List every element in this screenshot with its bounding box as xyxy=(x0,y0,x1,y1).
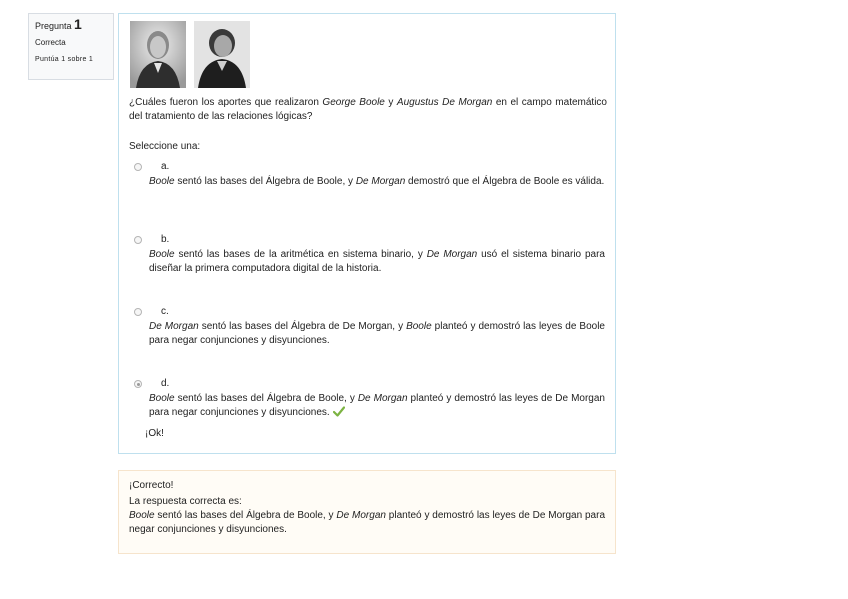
radio-button[interactable] xyxy=(134,163,142,171)
option-text-part: usó el sistema binario para diseñar la primera computadora digital de la historia. xyxy=(149,249,605,274)
right-answer-text xyxy=(129,509,605,537)
portrait-augustus-de-morgan-image xyxy=(194,21,250,88)
option-text-part: planteó y demostró las leyes de De Morgan para negar conjunciones y disyunciones. xyxy=(149,393,605,418)
option-text xyxy=(149,392,605,420)
option-text-part: sentó las bases del Álgebra de Boole, y xyxy=(174,393,358,404)
question-info-box xyxy=(28,13,114,80)
option-letter: b. xyxy=(161,234,170,245)
option-letter: a. xyxy=(161,161,170,172)
option-name: De Morgan xyxy=(355,176,406,187)
radio-button-selected[interactable] xyxy=(134,380,142,388)
option-letter: d. xyxy=(161,378,170,389)
specific-feedback: ¡Ok! xyxy=(145,428,164,439)
option-text-part: sentó las bases del Álgebra de Boole, y xyxy=(174,176,356,187)
option-name: De Morgan xyxy=(426,249,478,260)
option-text-part: planteó y demostró las leyes de Boole para negar conjunciones y disyunciones. xyxy=(149,321,605,346)
option-name: Boole xyxy=(406,321,432,332)
answer-name: De Morgan xyxy=(336,510,386,521)
option-name: De Morgan xyxy=(357,393,408,404)
right-answer-label: La respuesta correcta es: xyxy=(129,496,242,507)
option-name: Boole xyxy=(149,176,175,187)
question-number xyxy=(35,18,107,32)
question-text xyxy=(129,96,607,124)
general-feedback: ¡Correcto! xyxy=(129,480,174,491)
answer-name: Boole xyxy=(129,510,155,521)
option-name: Boole xyxy=(149,393,175,404)
option-text xyxy=(149,248,605,276)
portrait-george-boole-image xyxy=(130,21,186,88)
question-state: Correcta xyxy=(35,38,66,47)
question-grade: Puntúa 1 sobre 1 xyxy=(35,56,94,63)
option-text xyxy=(149,175,605,189)
answer-text-part: sentó las bases del Álgebra de Boole, y xyxy=(154,510,337,521)
question-number-value: 1 xyxy=(74,16,82,32)
question-formulation xyxy=(118,13,616,454)
option-letter: c. xyxy=(161,306,169,317)
radio-button[interactable] xyxy=(134,236,142,244)
question-text-part: en el campo matemático del tratamiento de las relaciones lógicas? xyxy=(129,97,607,122)
option-text-part: sentó las bases del Álgebra de De Morgan, y xyxy=(198,321,407,332)
option-text xyxy=(149,320,605,348)
radio-button[interactable] xyxy=(134,308,142,316)
question-name-de-morgan: Augustus De Morgan xyxy=(396,97,493,108)
question-name-boole: George Boole xyxy=(322,97,385,108)
correct-check-icon xyxy=(333,406,345,417)
option-text-part: demostró que el Álgebra de Boole es válida. xyxy=(405,176,605,187)
answer-text-part: planteó y demostró las leyes de De Morgan para negar conjunciones y disyunciones. xyxy=(129,510,606,535)
option-text-part: sentó las bases de la aritmética en sistema binario, y xyxy=(174,249,427,260)
option-name: De Morgan xyxy=(149,321,199,332)
question-label: Pregunta xyxy=(35,21,72,31)
option-name: Boole xyxy=(149,249,175,260)
question-text-part: ¿Cuáles fueron los aportes que realizaron xyxy=(129,97,323,108)
question-text-part: y xyxy=(384,97,397,108)
outcome-feedback-box xyxy=(118,470,616,554)
answer-prompt: Seleccione una: xyxy=(129,141,201,152)
